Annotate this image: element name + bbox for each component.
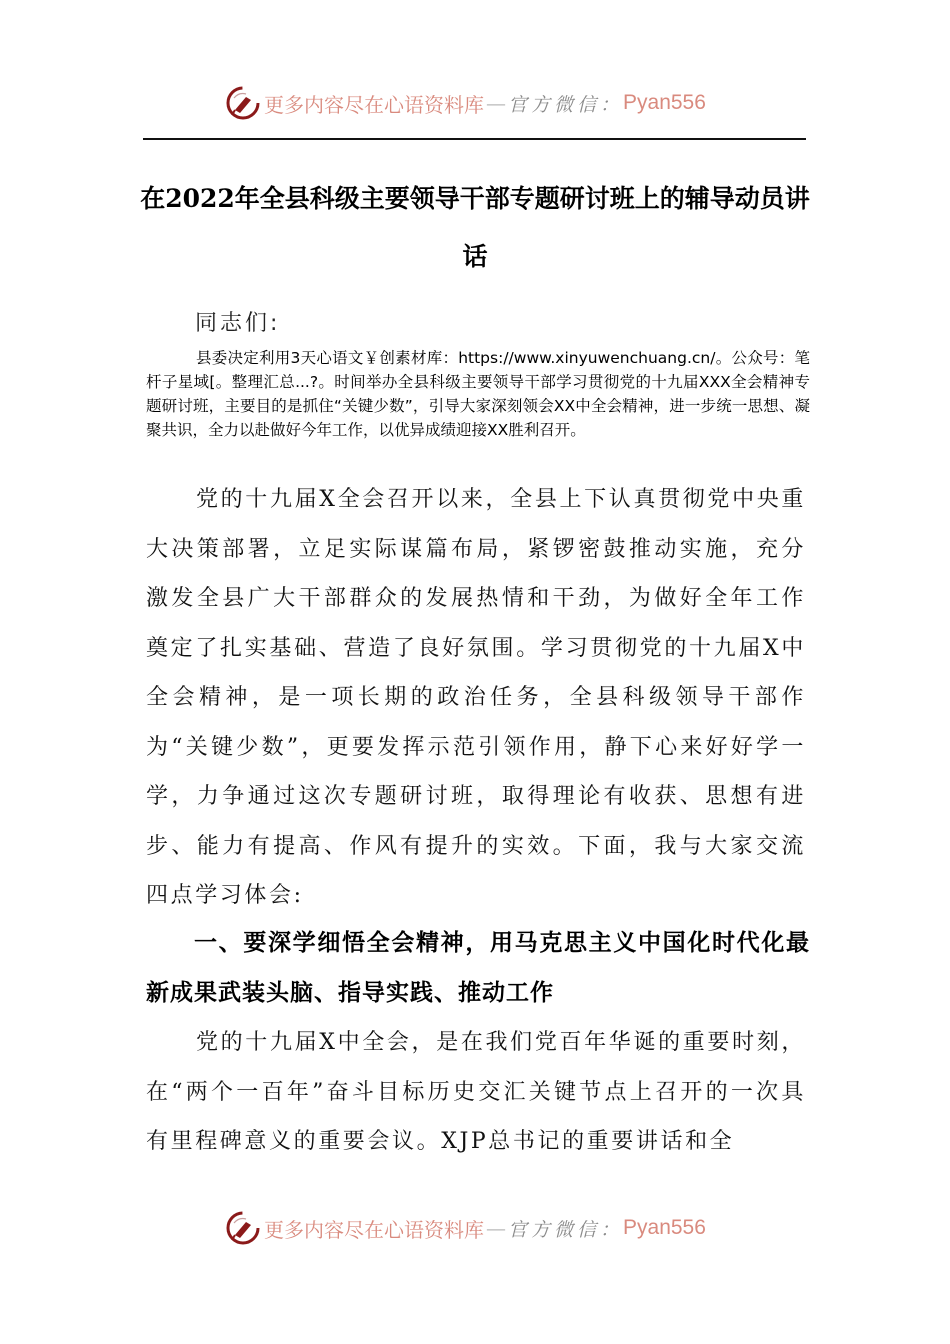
body-paragraph-2: 党的十九届X中全会，是在我们党百年华诞的重要时刻，在“两个一百年”奋斗目标历史交汇关键节点上召开的一次具有里程碑意义的重要会议。XJP总书记的重要讲话和全 — [146, 1030, 806, 1154]
watermark-site-text: 更多内容尽在心语资料库 — [264, 1217, 484, 1242]
document-title: 在2022年全县科级主要领导干部专题研讨班上的辅导动员讲话 — [140, 184, 810, 271]
quill-pen-logo-icon — [226, 1211, 260, 1245]
watermark-wechat-id: Pyan556 — [623, 1216, 706, 1239]
watermark-wechat-label: 官方微信： — [508, 1218, 624, 1241]
header-divider — [143, 138, 806, 140]
intro-paragraph: 县委决定利用3天心语文￥创素材库：https://www.xinyuwenchuang.cn/。公众号：笔杆子星域[。整理汇总...?。时间举办全县科级主要领导干部学习贯彻党的十九届XXX全会精神专题研讨班，主要目的是抓住“关键少数”，引导大家深刻领会XX中全会精神，进一步统一思想、凝聚共识，全力以赴做好今年工作，以优异成绩迎接XX胜利召开。 — [146, 349, 810, 439]
greeting: 同志们: — [195, 311, 281, 336]
watermark-dash: — — [486, 91, 506, 115]
quill-pen-logo-icon — [226, 86, 260, 120]
watermark-wechat-label: 官方微信： — [508, 93, 624, 116]
watermark-wechat-id: Pyan556 — [623, 91, 706, 114]
watermark-dash: — — [486, 1216, 506, 1240]
section-heading-1: 一、要深学细悟全会精神，用马克思主义中国化时代化最新成果武装头脑、指导实践、推动工作 — [146, 930, 810, 1006]
watermark-site-text: 更多内容尽在心语资料库 — [264, 92, 484, 117]
header-watermark — [226, 83, 726, 123]
body-paragraph-1: 党的十九届X全会召开以来，全县上下认真贯彻党中央重大决策部署，立足实际谋篇布局，紧锣密鼓推动实施，充分激发全县广大干部群众的发展热情和干劲，为做好全年工作奠定了扎实基础、营造了良好氛围。学习贯彻党的十九届X中全会精神，是一项长期的政治任务，全县科级领导干部作为“关键少数”，更要发挥示范引领作用，静下心来好好学一学，力争通过这次专题研讨班，取得理论有收获、思想有进步、能力有提高、作风有提升的实效。下面，我与大家交流四点学习体会: — [146, 487, 806, 908]
footer-watermark — [226, 1208, 726, 1248]
